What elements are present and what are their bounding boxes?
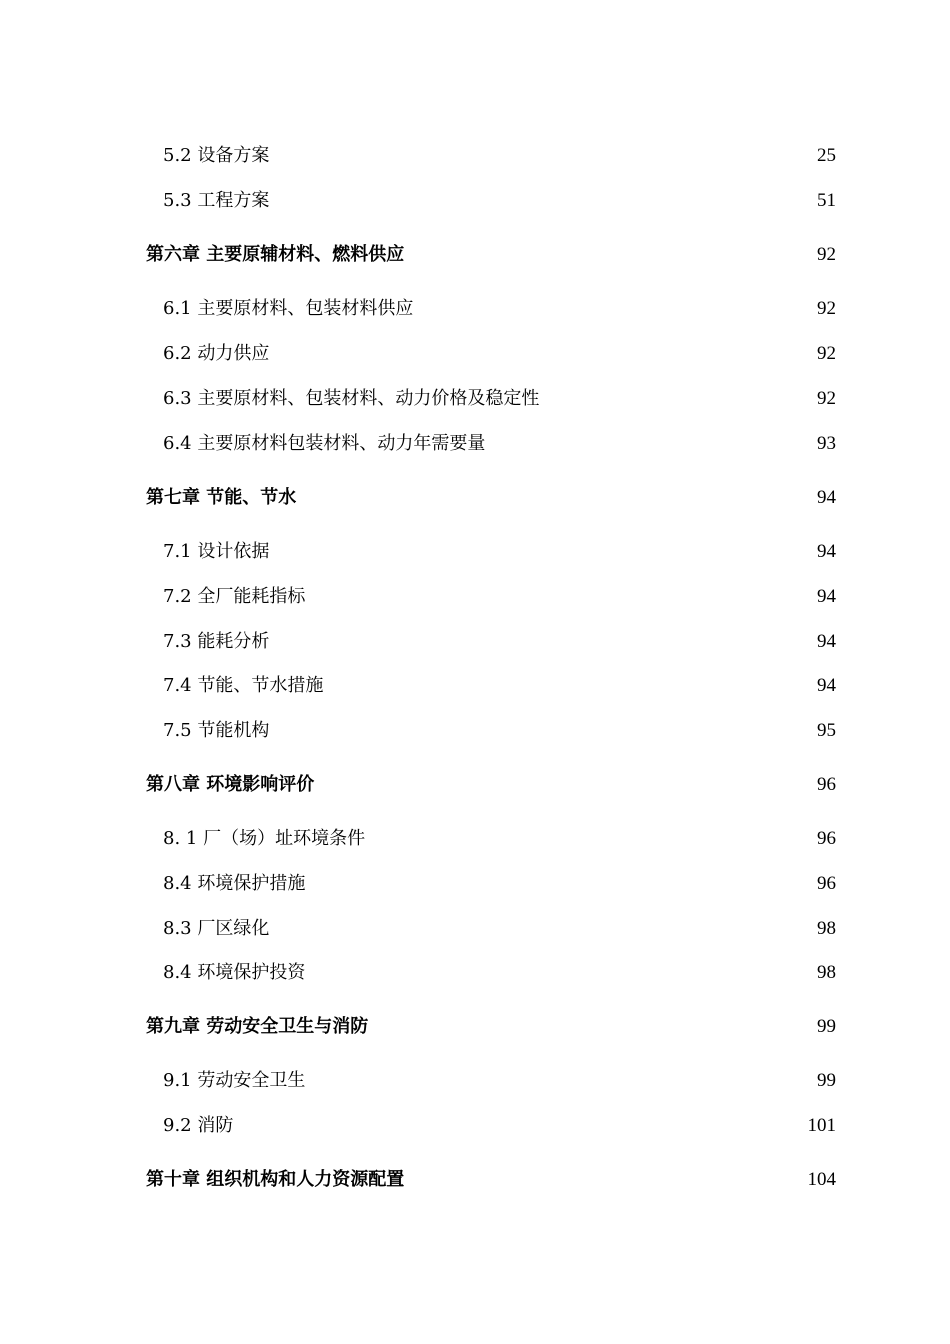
toc-entry-page: 94: [817, 675, 836, 696]
toc-entry-title: 9.2 消防: [163, 1115, 234, 1136]
toc-entry-page: 92: [817, 388, 836, 409]
toc-chapter-title: 第十章 组织机构和人力资源配置: [146, 1169, 405, 1190]
toc-entry[interactable]: [0, 914, 950, 944]
toc-entry-title: 6.1 主要原材料、包装材料供应: [163, 298, 414, 319]
toc-entry-page: 95: [817, 720, 836, 741]
toc-entry-page: 98: [817, 962, 836, 983]
toc-entry[interactable]: [0, 824, 950, 854]
toc-entry[interactable]: [0, 671, 950, 701]
toc-entry-title: 7.3 能耗分析: [163, 631, 270, 652]
toc-entry-title: 8.4 环境保护措施: [163, 873, 306, 894]
toc-entry-title: 6.2 动力供应: [163, 343, 270, 364]
toc-entry-page: 99: [817, 1070, 836, 1091]
toc-chapter-entry[interactable]: [0, 240, 950, 270]
toc-entry[interactable]: [0, 1111, 950, 1141]
toc-entry[interactable]: [0, 141, 950, 171]
toc-chapter-entry[interactable]: [0, 483, 950, 513]
toc-entry-page: 94: [817, 487, 836, 508]
toc-entry-page: 94: [817, 586, 836, 607]
toc-entry[interactable]: [0, 339, 950, 369]
toc-entry[interactable]: [0, 1066, 950, 1096]
toc-entry-title: 8.3 厂区绿化: [163, 918, 270, 939]
toc-entry-page: 51: [817, 190, 836, 211]
toc-entry-page: 98: [817, 918, 836, 939]
toc-entry[interactable]: [0, 384, 950, 414]
toc-entry-title: 6.3 主要原材料、包装材料、动力价格及稳定性: [163, 388, 540, 409]
toc-chapter-title: 第七章 节能、节水: [146, 487, 297, 508]
toc-chapter-entry[interactable]: [0, 1012, 950, 1042]
toc-entry[interactable]: [0, 537, 950, 567]
toc-entry-page: 99: [817, 1016, 836, 1037]
toc-entry[interactable]: [0, 186, 950, 216]
toc-entry-title: 7.5 节能机构: [163, 720, 270, 741]
toc-entry-page: 93: [817, 433, 836, 454]
toc-entry-page: 104: [807, 1169, 836, 1190]
toc-entry-title: 8.4 环境保护投资: [163, 962, 306, 983]
toc-entry[interactable]: [0, 869, 950, 899]
toc-entry[interactable]: [0, 429, 950, 459]
toc-entry-page: 92: [817, 244, 836, 265]
toc-entry-page: 25: [817, 145, 836, 166]
toc-chapter-entry[interactable]: [0, 1165, 950, 1195]
toc-entry-page: 96: [817, 873, 836, 894]
toc-entry[interactable]: [0, 582, 950, 612]
toc-entry-page: 96: [817, 774, 836, 795]
toc-chapter-entry[interactable]: [0, 770, 950, 800]
toc-entry-page: 92: [817, 298, 836, 319]
toc-entry-title: 8. 1 厂（场）址环境条件: [163, 828, 366, 849]
toc-entry-page: 94: [817, 541, 836, 562]
toc-entry-title: 7.4 节能、节水措施: [163, 675, 324, 696]
toc-entry-title: 7.1 设计依据: [163, 541, 270, 562]
toc-chapter-title: 第九章 劳动安全卫生与消防: [146, 1016, 369, 1037]
toc-chapter-title: 第八章 环境影响评价: [146, 774, 315, 795]
toc-entry-page: 94: [817, 631, 836, 652]
toc-entry[interactable]: [0, 294, 950, 324]
toc-entry-title: 7.2 全厂能耗指标: [163, 586, 306, 607]
toc-chapter-title: 第六章 主要原辅材料、燃料供应: [146, 244, 405, 265]
toc-entry-title: 5.2 设备方案: [163, 145, 270, 166]
toc-entry-title: 5.3 工程方案: [163, 190, 270, 211]
toc-entry-title: 6.4 主要原材料包装材料、动力年需要量: [163, 433, 486, 454]
toc-entry-page: 101: [807, 1115, 836, 1136]
toc-entry-title: 9.1 劳动安全卫生: [163, 1070, 306, 1091]
toc-entry-page: 96: [817, 828, 836, 849]
toc-entry[interactable]: [0, 716, 950, 746]
toc-entry[interactable]: [0, 627, 950, 657]
toc-entry[interactable]: [0, 958, 950, 988]
toc-entry-page: 92: [817, 343, 836, 364]
